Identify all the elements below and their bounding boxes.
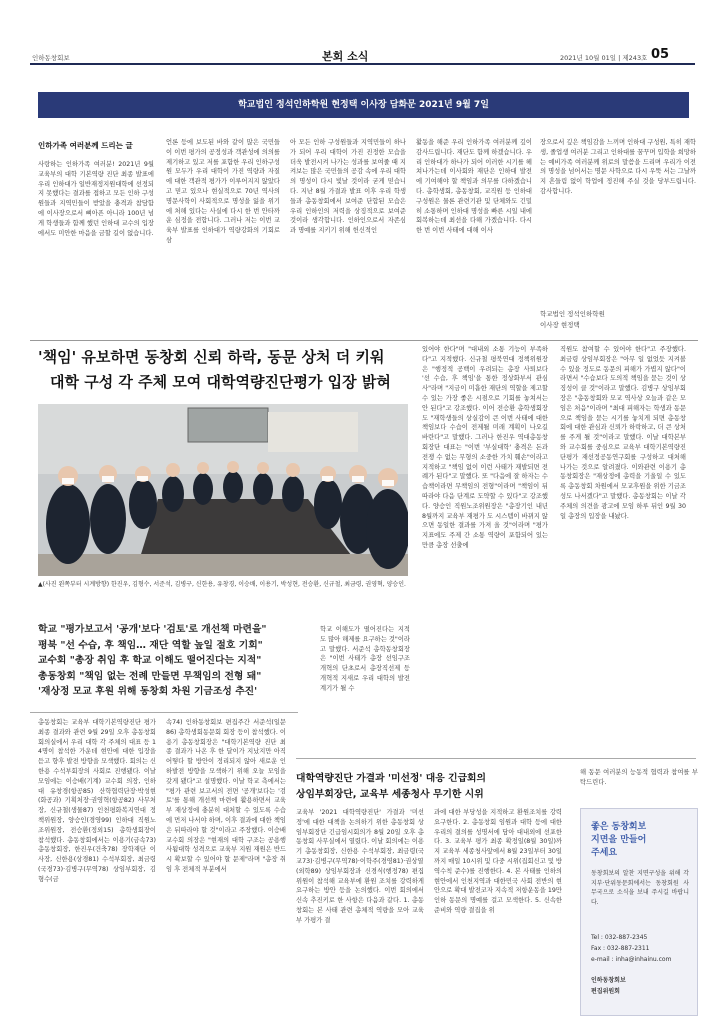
urgent-headline-1: 대학역량진단 가결과 '미선정' 대응 긴급회의	[296, 773, 486, 784]
header-section-title: 본회 소식	[322, 50, 369, 63]
box-org-1: 인하동창회보	[591, 977, 626, 984]
header-date: 2021년 10월 01일 | 제243호	[560, 54, 648, 62]
urgent-text-b: 과에 대한 부당성을 지적하고 환원조치를 강력 요구한다. 2. 총동창회 임원과 대학 등에 대한 우리의 결의를 성명서에 담아 대내외에 선포한다. 3. 교육부 평가 최종 확정일(8월 30일)까지 교육부 세종청사앞에서 8월 23일부터 30일까지 매일 10시위 및 다중 시위(집회신고 및 방역수칙 준수)를 진행한다. 4. 본 사태를 인하의 현안에서 인천지역과 대한민국 사회 전반의 현안으로 확대 발전코자 지속적 저항운동을 19만 인하 동문의 명예를 걸고 모색한다. 5. 신속한 준비와 역량 결집을 위	[434, 809, 562, 914]
feature-text-c: 학교 이해도가 떨어진다는 지적도 많아 해제를 요구하는 것"이라고 말했다. 서준석 총학동창회장은 "이번 사태가 총장 선임구조 개혁의 단초로서 총장직선제 등 개혁적 지새로 우리 대학의 발전계기가 될 수	[320, 626, 410, 692]
feature-text-e: 속74) 인하동창회보 편집주간 서준석(일문86) 총학생회동문회 회장 등이 참석했다. 이용기 총동창회장은 "대학기본역량 진단 최종 결과가 나온 후 한 달이가 지났지만 아직 어떻다 할 방안이 정리되지 않아 새로운 인하발전 방향을 모색하기 위해 오늘 모임을 갖게 됐다"고 설명했다. 이날 학교 측에서는 "평가 관련 보고서의 전면 '공개'보다는 '검토'를 통해 개선책 마련에 활용하면서 교육부 재상정에 충분히 대처할 수 있도록 수습에 먼저 나서야 하며, 이후 결과에 대한 책임은 뒤따라야 할 것"이라고 주장했다. 이승배 교수회 의장은 "현재의 대학 구조는 공용행사됨대학 성격으로 교육부 지원 재원은 반드시 확보할 수 있어야 할 문제"라며 "총장 취임 후 전체적 부분에서	[166, 719, 286, 873]
header-rule	[30, 63, 695, 65]
feature-text-d: 총동창회는 교육부 대학기본역량진단 평가 최종 결과와 관련 9월 29일 오후 총동창회 회의실에서 우리 대학 각 주체의 대표 등 14명이 참석한 가운데 현안에 대한 입장을 듣고 향후 발전 방향을 모색했다. 회의는 신한용 수석부회장의 사회로 진행됐다. 이날 모임에는 이승배(기계) 교수회 의장, 인하대 유창경(항공85) 산학협력단장·박성현(화공과) 기획처장·권영혁(항공82) 사무처장, 신규철(생물87) 인천평화복지연대 정책위원장, 양승인(경영99) 인하대 직원노조위원장, 전승환(정외15) 총학생회장이 참석했다. 총동창회에서는 이용기(금속73) 총동창회장, 한진우(건축78) 장학재단 이사장, 신한용(상경81) 수석부회장, 최금령(국경73)·김병구(무역78) 상임부회장, 김형수(금	[38, 719, 156, 883]
box-title-1: 좋은 동창회보	[591, 822, 647, 832]
header-page-number: 05	[651, 47, 670, 62]
statement-signature-org: 학교법인 정석인하학원	[540, 310, 605, 318]
box-body: 동창회보의 알찬 지면구성을 위해 각 지부·단위동문회에서는 동창회원 사무국으로 소식을 보내 주시길 바랍니다.	[591, 870, 689, 906]
header-paper-name: 인하동창회보	[32, 54, 70, 62]
subhead-1: 학교 "평가보고서 '공개'보다 '검토'로 개선책 마련을"	[38, 624, 267, 635]
newsletter-submission-box	[580, 808, 698, 1016]
statement-banner: 학교법인 정석인하학원 현정택 이사장 담화문 2021년 9월 7일	[38, 92, 689, 118]
feature-text-a: 있어야 한다"며 "대내외 소통 기능이 부족하다"고 지적했다. 신규철 평북연대 정책위원장은 "행정적 공백이 우려되는 총장 사퇴보다 '선 수습, 후 책임'을 통한 정상화부서 관심사"라며 "지금이 미흡한 재단의 역할을 제고할 수 있는 가장 좋은 시점으로 기회를 놓쳐서는 안 된다"고 강조했다. 이어 전승환 총학생회장도 "재학생들의 상실감이 큰 이번 사태에 대한 책임보다 수습이 전제될 미래 계획이 나오길 바란다"고 말했다. 그러나 한진우 역대총동창회장단 대표는 "이번 '부실대학' 충격은 돈과 전쟁 수 없는 무형의 소중한 가치 훼손"이라고 지적하고 "책임 없이 이런 사태가 재발되면 전례가 된다"고 말했다. 또 "다음에 잘 하자는 수습책이라면 무책임의 전형"이라며 "책임이 뒤따라야 다음 단계로 도약할 수 있다"고 강조했다. 양승인 직원노조위원장은 "총장기인 내년 8월까지 교육부 재평가 도 시스템이 바뀌지 않으면 동일한 결과를 가져 올 것"이라며 "평가지표에도 주제 간 소통 역량이 포함되어 있는 만큼 총장 선출에	[422, 346, 548, 549]
subhead-5: '재상정 모교 후원 위해 동창회 차원 기금조성 추진'	[38, 686, 258, 697]
feature-headline-2: 대학 구성 각 주체 모여 대학역량진단평가 입장 밝혀	[50, 373, 391, 391]
statement-col-5: 장으로서 깊은 책임감을 느끼며 인하대 구성원, 특히 재학생, 졸업생 여러분 그리고 인하대를 꿈꾸며 입학을 희망하는 예비가족 여러분께 위로의 말씀을 드리며 우리가 이전의 명성을 넘어서는 명문 사학으로 다시 우뚝 서는 그날까지 흔들림 없이 학업에 정진해 주실 것을 당부드립니다. 감사합니다.	[540, 139, 696, 195]
feature-headline-1: '책임' 유보하면 동창회 신뢰 하락, 동문 상처 더 키워	[38, 348, 385, 366]
feature-subheads	[38, 622, 306, 700]
subhead-2: 평북 "선 수습, 후 책임… 재단 역할 높일 절호 기회"	[38, 639, 263, 651]
box-title-2: 지면을 만들어	[591, 835, 647, 845]
meeting-photo	[38, 404, 408, 576]
subhead-4: 총동창회 "책임 없는 전례 만들면 무책임의 전형 돼"	[38, 670, 262, 682]
photo-caption: ▲(사진 왼쪽부터 시계방향) 한진우, 김형수, 서준석, 김병구, 신한용, 유창경, 이승배, 이용기, 박성현, 전승환, 신규철, 최금령, 권영혁, 양승인.	[38, 581, 406, 588]
box-org-2: 편집위원회	[591, 988, 620, 995]
feature-text-b: 직원도 참여할 수 있어야 한다"고 주장했다. 최금령 상임부회장은 "아무 일 없었듯 지켜볼 수 있을 정도로 동문의 피해가 가볍지 않다"이라면서 "수습보다 도의적 책임을 묻는 것이 상징성이 클 것"이라고 말했다. 김병구 상임부회장은 "총동창회와 모교 역사상 오늘과 같은 모임은 처음"이라며 "최대 피해자는 학생과 동문으로 책임을 묻는 시기를 놓치게 되면 총동창회에 대한 관심과 신뢰가 하락하고, 더 큰 상처를 주게 될 것"이라고 말했다. 이날 대학본부와 교수회를 중심으로 교육부 대학기본역량진단평가 재선정공동연구회를 구성하고 대처해 나가는 것으로 알려졌다. 이와관련 이용기 총동창회장은 "재상정에 총력을 기울일 수 있도록 총동창회 차원에서 모교후원을 위한 기금조성도 나서겠다"고 말했다. 총동창회는 이날 각 주체의 의견을 광고에 모임 하루 뒤인 9월 30일 총장의 입장을 내놨다.	[560, 346, 686, 520]
statement-col-3: 아 모든 인하 구성원들과 지역민들이 하나가 되어 우리 대학이 가진 진정한 모습을 더욱 발전시켜 나가는 성과를 보여줄 때 지켜보는 많은 국민들의 공감 속에 우리 대학의 명성이 다시 빛날 것이라 굳게 믿습니다. 지난 8월 가결과 발표 이후 우리 학생들과 총동창회에서 보여준 단합된 모습은 우리 인하인의 저력을 상징적으로 보여준 것이라 생각합니다. 인하인으로서 자존심과 명예를 지키기 위해 헌신적인	[290, 139, 406, 235]
box-title-3: 주세요	[591, 848, 618, 858]
box-tel: Tel : 032-887-2345	[591, 934, 648, 941]
statement-signature-name: 이사장 현정택	[540, 321, 580, 329]
urgent-headline-2: 상임부회장단, 교육부 세종청사 무기한 시위	[296, 789, 484, 800]
statement-col-4: 활동을 해준 우리 인하가족 여러분께 깊이 감사드립니다. 재단도 함께 하겠습니다. 우리 인하대가 하나가 되어 이러한 시기를 헤쳐나가는데 이사회와 재단은 인하대 발전에 기여해야 할 책임과 의무를 다하겠습니다. 총학생회, 총동창회, 교직원 등 인하대 구성원은 물론 관련기관 및 단체와도 긴밀히 소통하며 인하대 명성을 빠른 시일 내에 회복하는데 최선을 다해 가겠습니다. 다시 한 번 이번 사태에 대해 이사	[416, 139, 532, 235]
section-divider	[30, 340, 698, 341]
statement-col-2: 언론 등에 보도된 바와 같이 많은 국민들이 이번 평가의 공정성과 객관성에 의의를 제기하고 있고 저를 포함한 우리 인하구성원 모두가 우리 대학이 가진 역량과 자질에 대한 객관적 평가가 이루어지지 않았다고 믿고 있으나 현실적으로 70년 역사의 명문사학이 사회적으로 명성을 잃을 위기에 처해 있다는 사실에 다시 한 번 안타까운 심정을 전합니다. 그러나 저는 이번 교육부 발표를 인하대가 역량강화의 기회로 삼	[166, 139, 280, 244]
subhead-3: 교수회 "총장 취임 후 학교 이해도 떨어진다는 지적"	[38, 655, 262, 666]
statement-col-1: 사랑하는 인하가족 여러분! 2021년 9월 교육부의 대학 기본역량 진단 최종 발표에 우리 인하대가 일반재정지원대학에 선정되지 못했다는 결과를 접하고 모든 인하 구성원들과 지역민들이 받았을 충격과 참담함에 이사장으로서 뼈아픈 아니라 100년 넘게 학생들과 함께 했던 인하대 교수의 입장에서도 미안한 마음을 금할 길이 없습니다.	[38, 161, 154, 237]
statement-subtitle: 인하가족 여러분께 드리는 글	[38, 141, 133, 150]
box-email[interactable]: e-mail : inha@inhainu.com	[591, 956, 672, 963]
box-fax: Fax : 032-887-2311	[591, 945, 650, 952]
urgent-text-c: 해 동문 여러분의 능동적 협력과 참여를 부탁드린다.	[580, 769, 698, 786]
lower-divider	[30, 712, 298, 713]
urgent-text-a: 교육부 '2021 대학역량진단' 가결과 '미선정'에 대한 대책을 논의하기 위한 총동창회 상임부회장단 긴급임시회의가 8월 20일 오후 총동창회 사무실에서 열렸다. 이날 회의에는 이용기 총동창회장, 신한용 수석부회장, 최금령(국교73)·김병구(무역78)·이학주(경영81)·권상열(외학89) 상임부회장과 신경식(행정78) 편집위원이 참석해 교육부에 환원 조치를 강력하게 요구하는 방안 등을 논의했다. 이번 회의에서 신속 추진키로 한 사항은 다음과 같다. 1. 총동창회는 본 사태 관련 총체적 역량을 모아 교육부 가평가 결	[296, 809, 424, 924]
urgent-divider	[296, 758, 696, 759]
